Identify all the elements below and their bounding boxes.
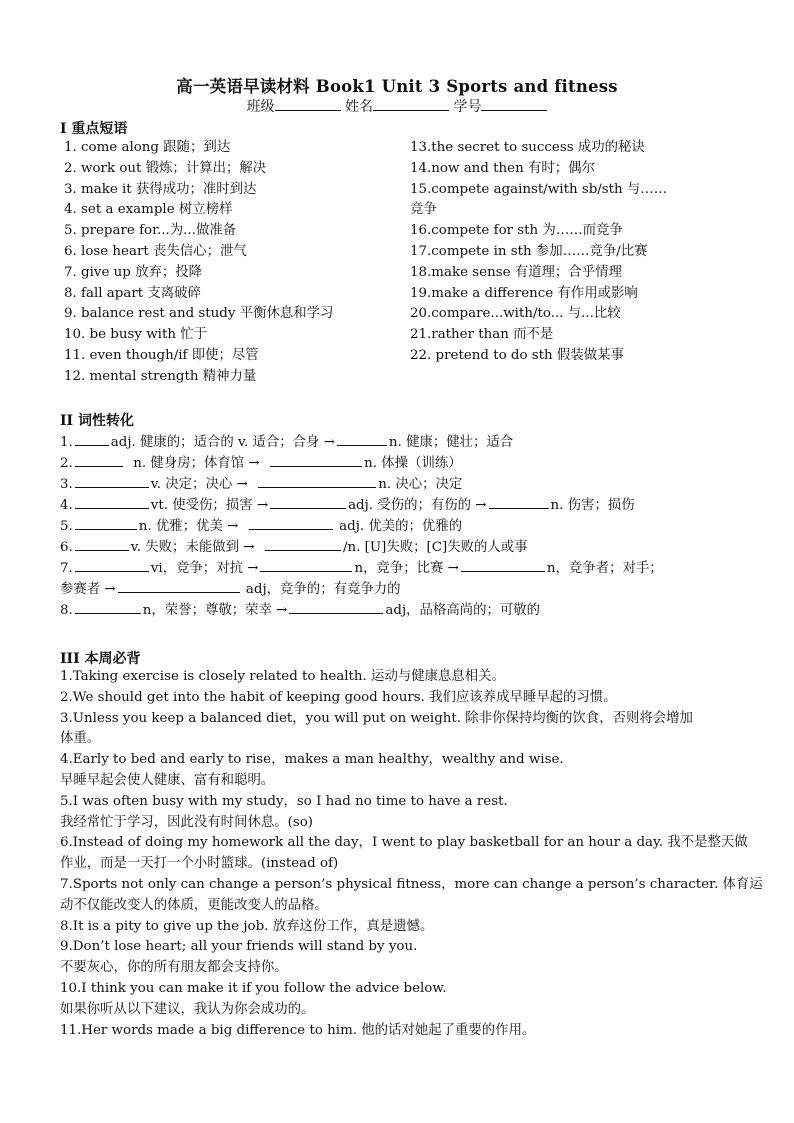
- row-number: 3.: [60, 477, 73, 492]
- row-text: n. 伤害；损伤: [550, 498, 635, 513]
- sentence-line: 7.Sports not only can change a person’s physical fitness，more can change a person’s character. 体育运: [60, 876, 763, 892]
- phrase-item: 22. pretend to do sth 假装做某事: [410, 347, 624, 363]
- sentence-line: 11.Her words made a big difference to him. 他的话对她起了重要的作用。: [60, 1022, 536, 1038]
- conversion-row: [60, 494, 635, 516]
- row-number: 1.: [60, 435, 73, 450]
- phrase-item: 18.make sense 有道理；合乎情理: [410, 264, 622, 280]
- row-text: v. 决定；决心 →: [150, 477, 248, 492]
- row-text: n，荣誉；尊敬；荣幸 →: [142, 603, 288, 618]
- section1-heading: I 重点短语: [60, 121, 128, 137]
- answer-blank[interactable]: [75, 557, 149, 572]
- sentence-line: 早睡早起会使人健康、富有和聪明。: [60, 772, 275, 788]
- answer-blank[interactable]: [118, 578, 240, 593]
- row-text: adj. 健康的；适合的 v. 适合；合身 →: [110, 435, 335, 450]
- phrase-item: 16.compete for sth 为……而竞争: [410, 223, 623, 239]
- sentence-line: 作业，而是一天打一个小时篮球。(instead of): [60, 856, 339, 872]
- row-text: n，竞争；比赛 →: [354, 561, 459, 576]
- sentence-line: 不要灰心，你的所有朋友都会支持你。: [60, 960, 288, 976]
- conversion-row: [60, 599, 540, 621]
- answer-blank[interactable]: [75, 599, 141, 614]
- answer-blank[interactable]: [258, 473, 376, 488]
- answer-blank[interactable]: [489, 494, 549, 509]
- student-info: [0, 96, 794, 116]
- sentence-line: 动不仅能改变人的体质，更能改变人的品格。: [60, 897, 328, 913]
- conversion-row: [60, 431, 513, 453]
- row-text: adj. 优美的；优雅的: [339, 519, 463, 534]
- sentence-line: 9.Don’t lose heart; all your friends will stand by you.: [60, 939, 418, 955]
- phrase-item: 15.compete against/with sb/sth 与……: [410, 181, 668, 197]
- answer-blank[interactable]: [75, 515, 137, 530]
- sentence-line: 8.It is a pity to give up the job. 放弃这份工作，真是遗憾。: [60, 918, 434, 934]
- answer-blank[interactable]: [249, 515, 333, 530]
- answer-blank[interactable]: [289, 599, 383, 614]
- row-text: n. 体操（训练）: [364, 456, 462, 471]
- conversion-row: [60, 557, 663, 579]
- row-text: n. 决心；决定: [378, 477, 463, 492]
- conversion-row: [60, 578, 401, 600]
- phrase-item: 竞争: [410, 202, 437, 218]
- number-blank[interactable]: [481, 97, 547, 111]
- phrase-item: 11. even though/if 即使；尽管: [64, 347, 259, 363]
- answer-blank[interactable]: [270, 452, 362, 467]
- section3-heading: III 本周必背: [60, 651, 141, 667]
- phrase-item: 19.make a difference 有作用或影响: [410, 285, 638, 301]
- phrase-item: 6. lose heart 丧失信心；泄气: [64, 243, 247, 259]
- row-text: adj. 受伤的；有伤的 →: [348, 498, 487, 513]
- answer-blank[interactable]: [260, 557, 352, 572]
- conversion-row: [60, 452, 462, 474]
- answer-blank[interactable]: [270, 494, 346, 509]
- memorize-list: [60, 667, 763, 1041]
- row-text: n，竞争者；对手；: [546, 561, 663, 576]
- row-number: 6.: [60, 540, 73, 555]
- phrase-item: 1. come along 跟随；到达: [64, 140, 231, 155]
- phrase-item: 4. set a example 树立榜样: [64, 202, 233, 218]
- sentence-line: 1.Taking exercise is closely related to health. 运动与健康息息相关。: [60, 669, 505, 684]
- sentence-line: 2.We should get into the habit of keeping good hours. 我们应该养成早睡早起的习惯。: [60, 689, 617, 705]
- answer-blank[interactable]: [75, 494, 149, 509]
- row-number: 5.: [60, 519, 73, 534]
- name-label: 姓名: [345, 99, 373, 115]
- conversion-row: [60, 515, 462, 537]
- row-number: 2.: [60, 456, 73, 471]
- phrase-item: 20.compare...with/to... 与...比较: [410, 306, 621, 322]
- phrase-item: 8. fall apart 支离破碎: [64, 285, 201, 301]
- answer-blank[interactable]: [337, 431, 387, 446]
- phrase-item: 9. balance rest and study 平衡休息和学习: [64, 306, 334, 322]
- phrase-list-left: [64, 138, 333, 388]
- sentence-line: 6.Instead of doing my homework all the day，I went to play basketball for an hour a day. 我不是整天做: [60, 835, 748, 851]
- answer-blank[interactable]: [75, 431, 109, 446]
- sentence-line: 我经常忙于学习，因此没有时间休息。(so): [60, 814, 314, 830]
- sentence-line: 10.I think you can make it if you follow the advice below.: [60, 980, 447, 996]
- row-number: 7.: [60, 561, 73, 576]
- class-label: 班级: [246, 99, 275, 115]
- page-title: 高一英语早读材料 Book1 Unit 3 Sports and fitness: [176, 77, 618, 96]
- answer-blank[interactable]: [265, 536, 341, 551]
- phrase-item: 2. work out 锻炼；计算出；解决: [64, 160, 267, 176]
- row-number: 8.: [60, 603, 73, 618]
- phrase-item: 17.compete in sth 参加……竞争/比赛: [410, 243, 648, 259]
- row-text: adj，品格高尚的；可敬的: [385, 603, 541, 618]
- row-text: /n. [U]失败；[C]失败的人或事: [343, 540, 528, 555]
- sentence-line: 如果你听从以下建议，我认为你会成功的。: [60, 1001, 315, 1017]
- answer-blank[interactable]: [461, 557, 545, 572]
- row-text: n. 健身房；体育馆 →: [133, 456, 260, 471]
- row-text: vt. 使受伤；损害 →: [150, 498, 269, 513]
- sentence-line: 3.Unless you keep a balanced diet，you will put on weight. 除非你保持均衡的饮食，否则将会增加: [60, 710, 693, 726]
- sentence-line: 5.I was often busy with my study，so I had no time to have a rest.: [60, 793, 508, 809]
- answer-blank[interactable]: [75, 452, 123, 467]
- sentence-line: 4.Early to bed and early to rise，makes a man healthy，wealthy and wise.: [60, 752, 564, 768]
- row-text: vi，竞争；对抗 →: [150, 561, 259, 576]
- row-text: adj，竞争的；有竞争力的: [245, 582, 401, 597]
- row-number: 4.: [60, 498, 73, 513]
- conversion-row: [60, 473, 462, 495]
- phrase-item: 13.the secret to success 成功的秘诀: [410, 140, 645, 155]
- phrase-list-right: [410, 138, 667, 367]
- phrase-item: 3. make it 获得成功；准时到达: [64, 181, 257, 197]
- phrase-item: 21.rather than 而不是: [410, 327, 554, 343]
- name-blank[interactable]: [373, 97, 449, 111]
- row-text: n. 优雅；优美 →: [138, 519, 239, 534]
- conversion-row: [60, 536, 528, 558]
- answer-blank[interactable]: [75, 473, 149, 488]
- phrase-item: 12. mental strength 精神力量: [64, 368, 257, 384]
- phrase-item: 10. be busy with 忙于: [64, 327, 207, 343]
- phrase-item: 14.now and then 有时；偶尔: [410, 160, 595, 176]
- phrase-item: 5. prepare for...为...做准备: [64, 223, 237, 239]
- row-text: 参赛者 →: [60, 582, 116, 597]
- row-text: v. 失败；未能做到 →: [130, 540, 255, 555]
- sentence-line: 体重。: [60, 731, 101, 747]
- phrase-item: 7. give up 放弃；投降: [64, 264, 203, 280]
- row-text: n. 健康；健壮；适合: [388, 435, 514, 450]
- section2-heading: II 词性转化: [60, 413, 134, 429]
- number-label: 学号: [453, 99, 482, 115]
- answer-blank[interactable]: [75, 536, 129, 551]
- class-blank[interactable]: [275, 97, 341, 111]
